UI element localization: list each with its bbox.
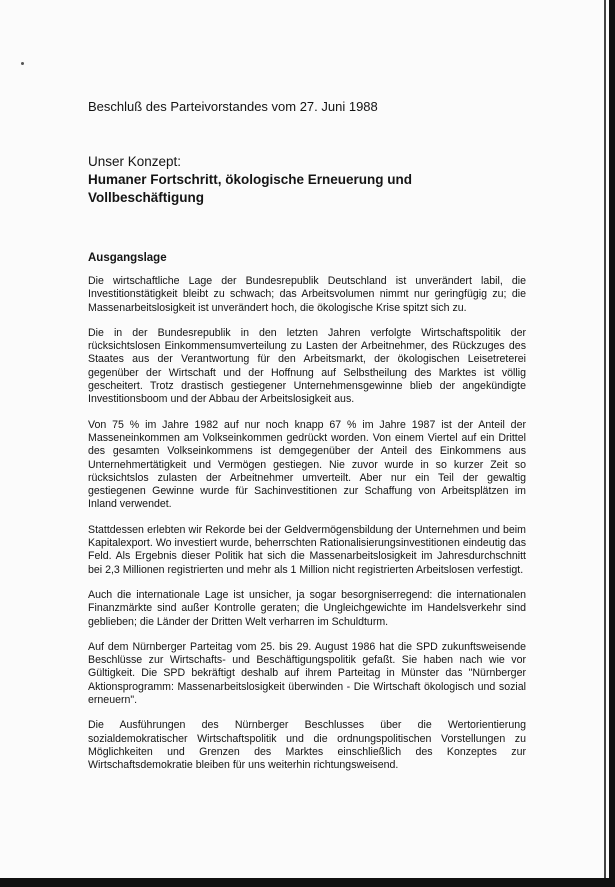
scan-edge-bottom — [0, 878, 615, 887]
scan-edge-line — [604, 0, 606, 887]
paragraph-2: Die in der Bundesrepublik in den letzten Jahren verfolgte Wirtschaftspolitik der rücksichtslosen Einkommensumverteilung zu Lasten der Arbeitnehmer, des Rückzuges des Staates aus der Verantwortung für den Arbeitsmarkt, der ökologischen Leisetreterei gegenüber der Wirtschaft und der Hoffnung auf Selbstheilung des Marktes ist völlig gescheitert. Trotz drastisch gestiegener Unternehmensgewinne blieb der angekündigte Investitionsboom und der Abbau der Arbeitslosigkeit aus. — [88, 326, 526, 406]
title-line-2: Humaner Fortschritt, ökologische Erneuerung und — [88, 172, 413, 187]
scan-speck — [21, 62, 24, 65]
paragraph-5: Auch die internationale Lage ist unsicher, ja sogar besorgniserregend: die internationalen Finanzmärkte sind außer Kontrolle geraten; die Ungleichgewichte im Handelsverkehr sind geblieben; die Länder der Dritten Welt verharren im Schuldturm. — [88, 588, 526, 628]
title-line-1: Unser Konzept: — [88, 154, 182, 169]
paragraph-1: Die wirtschaftliche Lage der Bundesrepublik Deutschland ist unverändert labil, die Investitionstätigkeit bleibt zu schwach; das Arbeitsvolumen nimmt nur geringfügig zu; die Massenarbeitslosigkeit ist unverändert hoch, die ökologische Krise spitzt sich zu. — [88, 275, 526, 314]
paragraph-6: Auf dem Nürnberger Parteitag vom 25. bis 29. August 1986 hat die SPD zukunftsweisende Beschlüsse zur Wirtschafts- und Beschäftigungspolitik gefaßt. Sie haben nach wie vor Gültigkeit. Die SPD bekräftigt deshalb auf ihrem Parteitag in Münster das "Nürnberger Aktionsprogramm: Massenarbeitslosigkeit überwinden - Die Wirtschaft ökologisch und sozial erneuern". — [88, 640, 526, 707]
document-title — [88, 153, 526, 207]
resolution-date-line: Beschluß des Parteivorstandes vom 27. Juni 1988 — [88, 99, 378, 114]
paragraph-4: Stattdessen erlebten wir Rekorde bei der Geldvermögensbildung der Unternehmen und beim Kapitalexport. Wo investiert wurde, beherrschten Rationalisierungsinvestitionen eindeutig das Feld. Als Ergebnis dieser Politik hat sich die Massenarbeitslosigkeit im Jahresdurchschnitt bei 2,3 Millionen registrierten und mehr als 1 Million nicht registrierten Arbeitslosen verfestigt. — [88, 523, 526, 576]
paragraph-3: Von 75 % im Jahre 1982 auf nur noch knapp 67 % im Jahre 1987 ist der Anteil der Masseneinkommen am Volkseinkommen gedrückt worden. Von einem Viertel auf ein Drittel des gesamten Volkseinkommens ist demgegenüber der Anteil des Einkommens aus Unternehmertätigkeit und Vermögen gestiegen. Nie zuvor wurde in so kurzer Zeit so rücksichtslos zulasten der Arbeitnehmer umverteilt. Aber nur ein Teil der gewaltig gestiegenen Gewinne wurde für Sachinvestitionen zur Schaffung von Arbeitsplätzen im Inland verwendet. — [88, 418, 526, 511]
section-heading: Ausgangslage — [88, 252, 167, 264]
title-line-3: Vollbeschäftigung — [88, 190, 205, 205]
document-body — [88, 98, 526, 773]
paragraph-7: Die Ausführungen des Nürnberger Beschlusses über die Wertorientierung sozialdemokratischer Wirtschaftspolitik und die ordnungspolitischen Vorstellungen zu Möglichkeiten und Grenzen des Marktes einschließlich des Konzeptes zur Wirtschaftsdemokratie bleiben für uns weiterhin richtungsweisend. — [88, 719, 526, 772]
scan-edge-right — [609, 0, 615, 887]
